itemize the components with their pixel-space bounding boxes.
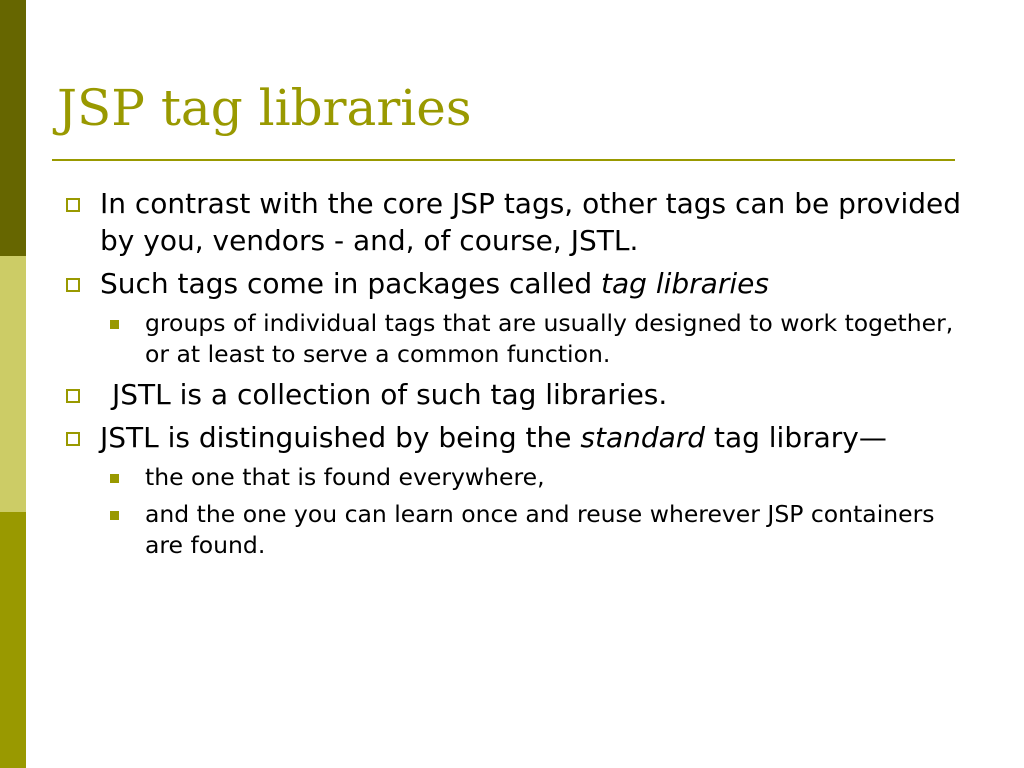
sub-bullet-text: the one that is found everywhere,	[145, 463, 545, 491]
filled-square-bullet-icon	[110, 474, 119, 483]
slide-body	[64, 185, 964, 567]
bullet-text-after: tag library—	[705, 421, 887, 454]
bullet-text: In contrast with the core JSP tags, other tags can be provided by you, vendors - and, of course, JSTL.	[100, 187, 962, 257]
filled-square-bullet-icon	[110, 320, 119, 329]
bullet-item	[64, 376, 964, 413]
sub-bullet-item	[110, 499, 964, 561]
sidebar-stripe	[0, 0, 26, 768]
bullet-text: JSTL is a collection of such tag libraries.	[112, 378, 668, 411]
sidebar-band-top	[0, 0, 26, 256]
bullet-item	[64, 419, 964, 456]
sub-bullet-item	[110, 308, 964, 370]
title-divider	[52, 159, 955, 161]
hollow-square-bullet-icon	[66, 198, 80, 212]
sub-bullet-text: groups of individual tags that are usually designed to work together, or at least to serve a common function.	[145, 309, 954, 368]
sub-bullet-text: and the one you can learn once and reuse wherever JSP containers are found.	[145, 500, 935, 559]
bullet-text: JSTL is distinguished by being the	[100, 421, 581, 454]
hollow-square-bullet-icon	[66, 278, 80, 292]
sidebar-band-middle	[0, 256, 26, 512]
slide-title: JSP tag libraries	[57, 79, 472, 137]
sidebar-band-bottom	[0, 512, 26, 768]
filled-square-bullet-icon	[110, 511, 119, 520]
sub-bullet-item	[110, 462, 964, 493]
bullet-emphasis: standard	[580, 421, 706, 454]
bullet-item	[64, 265, 964, 302]
hollow-square-bullet-icon	[66, 389, 80, 403]
hollow-square-bullet-icon	[66, 432, 80, 446]
bullet-text: Such tags come in packages called	[100, 267, 602, 300]
bullet-emphasis: tag libraries	[601, 267, 769, 300]
bullet-item	[64, 185, 964, 259]
